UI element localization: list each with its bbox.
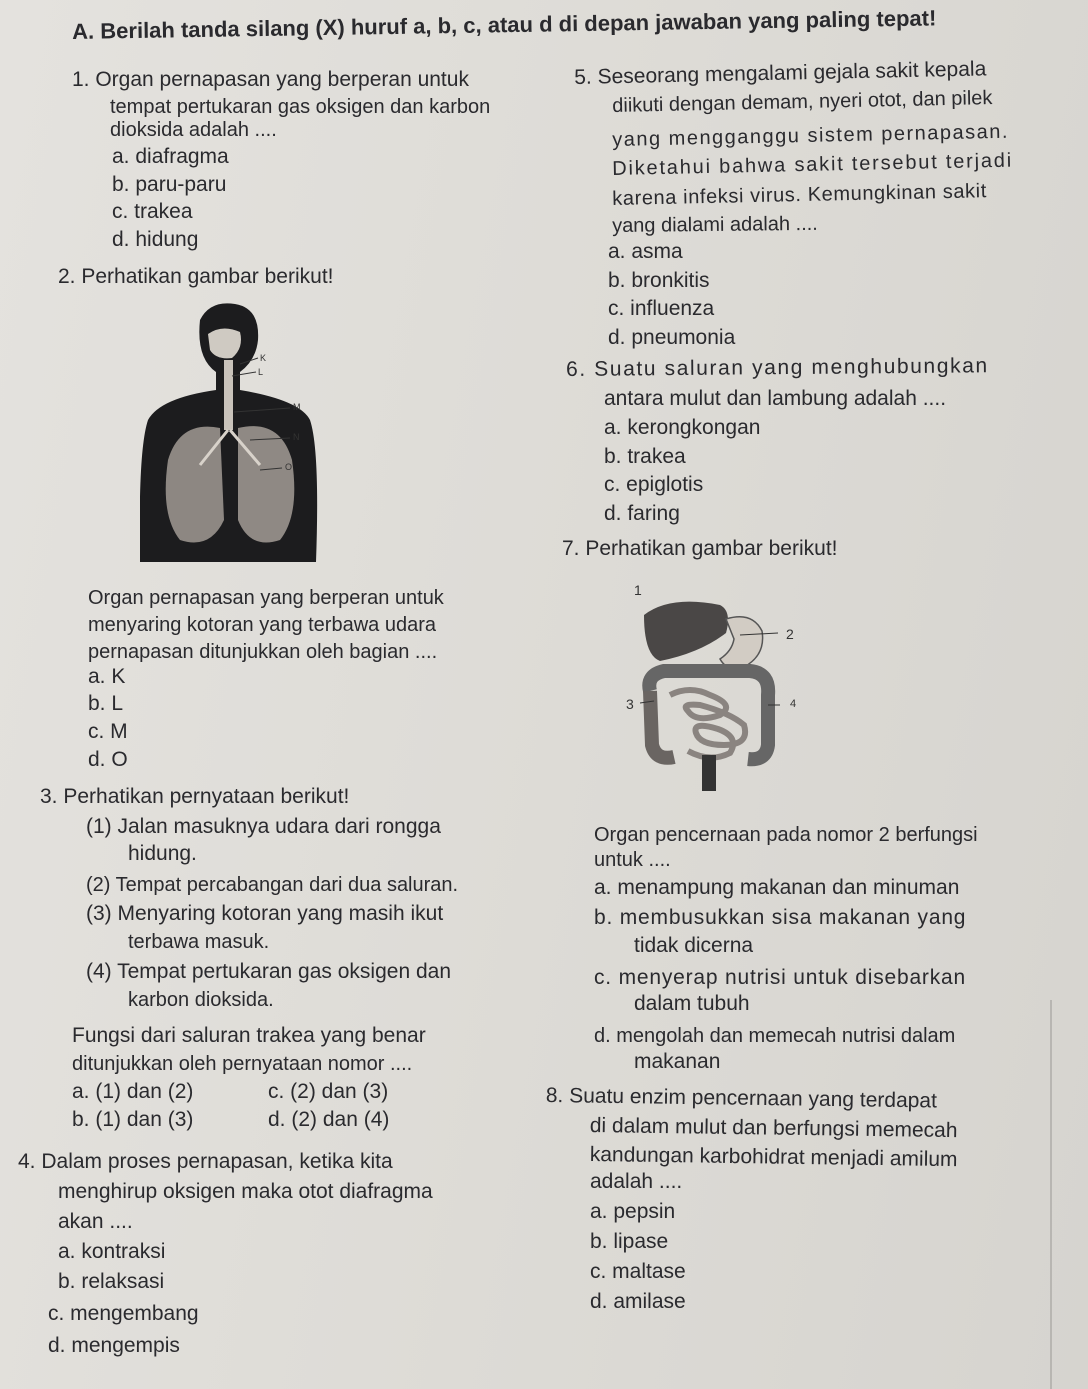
q1-line: dioksida adalah .... [110, 119, 277, 141]
q5-option-b[interactable]: b. bronkitis [608, 269, 710, 292]
q2-option-d[interactable]: d. O [88, 748, 128, 771]
q4-option-d[interactable]: d. mengempis [48, 1334, 180, 1357]
q5-line: 5. Seseorang mengalami gejala sakit kepala [574, 57, 987, 89]
q5-line: diikuti dengan demam, nyeri otot, dan pilek [612, 87, 993, 117]
q8-option-a[interactable]: a. pepsin [590, 1200, 676, 1223]
liver [644, 602, 728, 661]
q3-statement-1-cont: hidung. [128, 842, 197, 865]
q4-line: 4. Dalam proses pernapasan, ketika kita [18, 1150, 393, 1173]
page-fold-line [1050, 1000, 1052, 1389]
q8-option-c[interactable]: c. maltase [590, 1260, 686, 1283]
q1-line: tempat pertukaran gas oksigen dan karbon [110, 96, 491, 118]
q3-statement-3-cont: terbawa masuk. [128, 931, 270, 953]
q7-option-d[interactable]: d. mengolah dan memecah nutrisi dalam [594, 1025, 956, 1047]
rectum [702, 755, 716, 791]
q8-line: di dalam mulut dan berfungsi memecah [589, 1114, 958, 1143]
q7-option-b[interactable]: b. membusukkan sisa makanan yang [594, 906, 967, 929]
q7-intro: 7. Perhatikan gambar berikut! [562, 537, 838, 560]
q7-line: Organ pencernaan pada nomor 2 berfungsi [594, 824, 978, 846]
q3-statement-1: (1) Jalan masuknya udara dari rongga [86, 815, 441, 838]
q3-option-c[interactable]: c. (2) dan (3) [268, 1080, 389, 1103]
q3-statement-4: (4) Tempat pertukaran gas oksigen dan [86, 960, 451, 983]
q2-line: pernapasan ditunjukkan oleh bagian .... [88, 641, 438, 663]
q3-option-a[interactable]: a. (1) dan (2) [72, 1080, 194, 1103]
q1-option-b[interactable]: b. paru-paru [112, 173, 227, 196]
q6-option-b[interactable]: b. trakea [604, 445, 686, 468]
q3-line: Fungsi dari saluran trakea yang benar [72, 1024, 426, 1047]
q2-option-c[interactable]: c. M [88, 720, 128, 743]
q4-option-c[interactable]: c. mengembang [48, 1302, 199, 1325]
q4-option-b[interactable]: b. relaksasi [58, 1270, 165, 1293]
q6-line: antara mulut dan lambung adalah .... [604, 387, 947, 410]
q5-option-c[interactable]: c. influenza [608, 297, 715, 320]
q3-statement-4-cont: karbon dioksida. [128, 989, 274, 1011]
q1-option-d[interactable]: d. hidung [112, 228, 199, 251]
q7-option-a[interactable]: a. menampung makanan dan minuman [594, 876, 960, 899]
q1-line: 1. Organ pernapasan yang berperan untuk [72, 68, 469, 91]
q1-option-c[interactable]: c. trakea [112, 200, 193, 223]
q3-statement-3: (3) Menyaring kotoran yang masih ikut [86, 902, 444, 925]
q5-line: yang mengganggu sistem pernapasan. [612, 120, 1010, 151]
figure-label-1: 1 [634, 582, 642, 598]
trachea [224, 360, 233, 430]
q2-option-a[interactable]: a. K [88, 665, 126, 688]
q5-line: Diketahui bahwa sakit tersebut terjadi [612, 149, 1014, 180]
q3-statement-2: (2) Tempat percabangan dari dua saluran. [86, 874, 459, 896]
q5-line: karena infeksi virus. Kemungkinan sakit [612, 180, 988, 210]
q6-option-a[interactable]: a. kerongkongan [604, 416, 761, 439]
small-intestine [670, 690, 745, 758]
q2-line: menyaring kotoran yang terbawa udara [88, 614, 436, 636]
q8-line: 8. Suatu enzim pencernaan yang terdapat [545, 1084, 938, 1113]
q8-line: adalah .... [590, 1170, 683, 1193]
q6-option-d[interactable]: d. faring [604, 502, 680, 525]
figure-label-o: O [285, 462, 293, 472]
q2-line: Organ pernapasan yang berperan untuk [88, 587, 444, 609]
q3-option-b[interactable]: b. (1) dan (3) [72, 1108, 194, 1131]
q2-intro: 2. Perhatikan gambar berikut! [58, 265, 334, 288]
q3-option-d[interactable]: d. (2) dan (4) [268, 1108, 390, 1131]
q8-option-d[interactable]: d. amilase [590, 1290, 686, 1313]
digestive-system-figure [640, 595, 780, 795]
q5-option-a[interactable]: a. asma [608, 240, 683, 263]
q7-option-c[interactable]: c. menyerap nutrisi untuk disebarkan [594, 966, 966, 989]
figure-label-m: M [293, 402, 301, 412]
q8-line: kandungan karbohidrat menjadi amilum [589, 1143, 958, 1172]
q8-option-b[interactable]: b. lipase [590, 1230, 669, 1253]
figure-label-l: L [258, 367, 264, 377]
q6-line: 6. Suatu saluran yang menghubungkan [566, 354, 989, 381]
figure-label-n: N [293, 432, 300, 442]
respiratory-system-figure [140, 300, 340, 562]
q3-intro: 3. Perhatikan pernyataan berikut! [40, 785, 350, 808]
q7-option-d-cont: makanan [634, 1050, 721, 1073]
q6-option-c[interactable]: c. epiglotis [604, 473, 704, 496]
figure-label-2: 2 [786, 626, 794, 642]
section-heading: A. Berilah tanda silang (X) huruf a, b, c, atau d di depan jawaban yang paling tepat! [71, 5, 937, 44]
figure-label-3: 3 [626, 696, 634, 712]
q7-option-c-cont: dalam tubuh [634, 992, 750, 1015]
q4-line: akan .... [58, 1210, 133, 1233]
q7-line: untuk .... [594, 849, 671, 871]
q7-option-b-cont: tidak dicerna [634, 934, 754, 957]
q3-line: ditunjukkan oleh pernyataan nomor .... [72, 1053, 413, 1075]
figure-label-4: 4 [790, 698, 797, 710]
q4-line: menghirup oksigen maka otot diafragma [58, 1180, 433, 1203]
q4-option-a[interactable]: a. kontraksi [58, 1240, 166, 1263]
q5-line: yang dialami adalah .... [612, 212, 818, 237]
figure-label-k: K [260, 353, 267, 363]
q5-option-d[interactable]: d. pneumonia [608, 326, 736, 349]
q2-option-b[interactable]: b. L [88, 692, 124, 715]
q1-option-a[interactable]: a. diafragma [112, 145, 229, 168]
